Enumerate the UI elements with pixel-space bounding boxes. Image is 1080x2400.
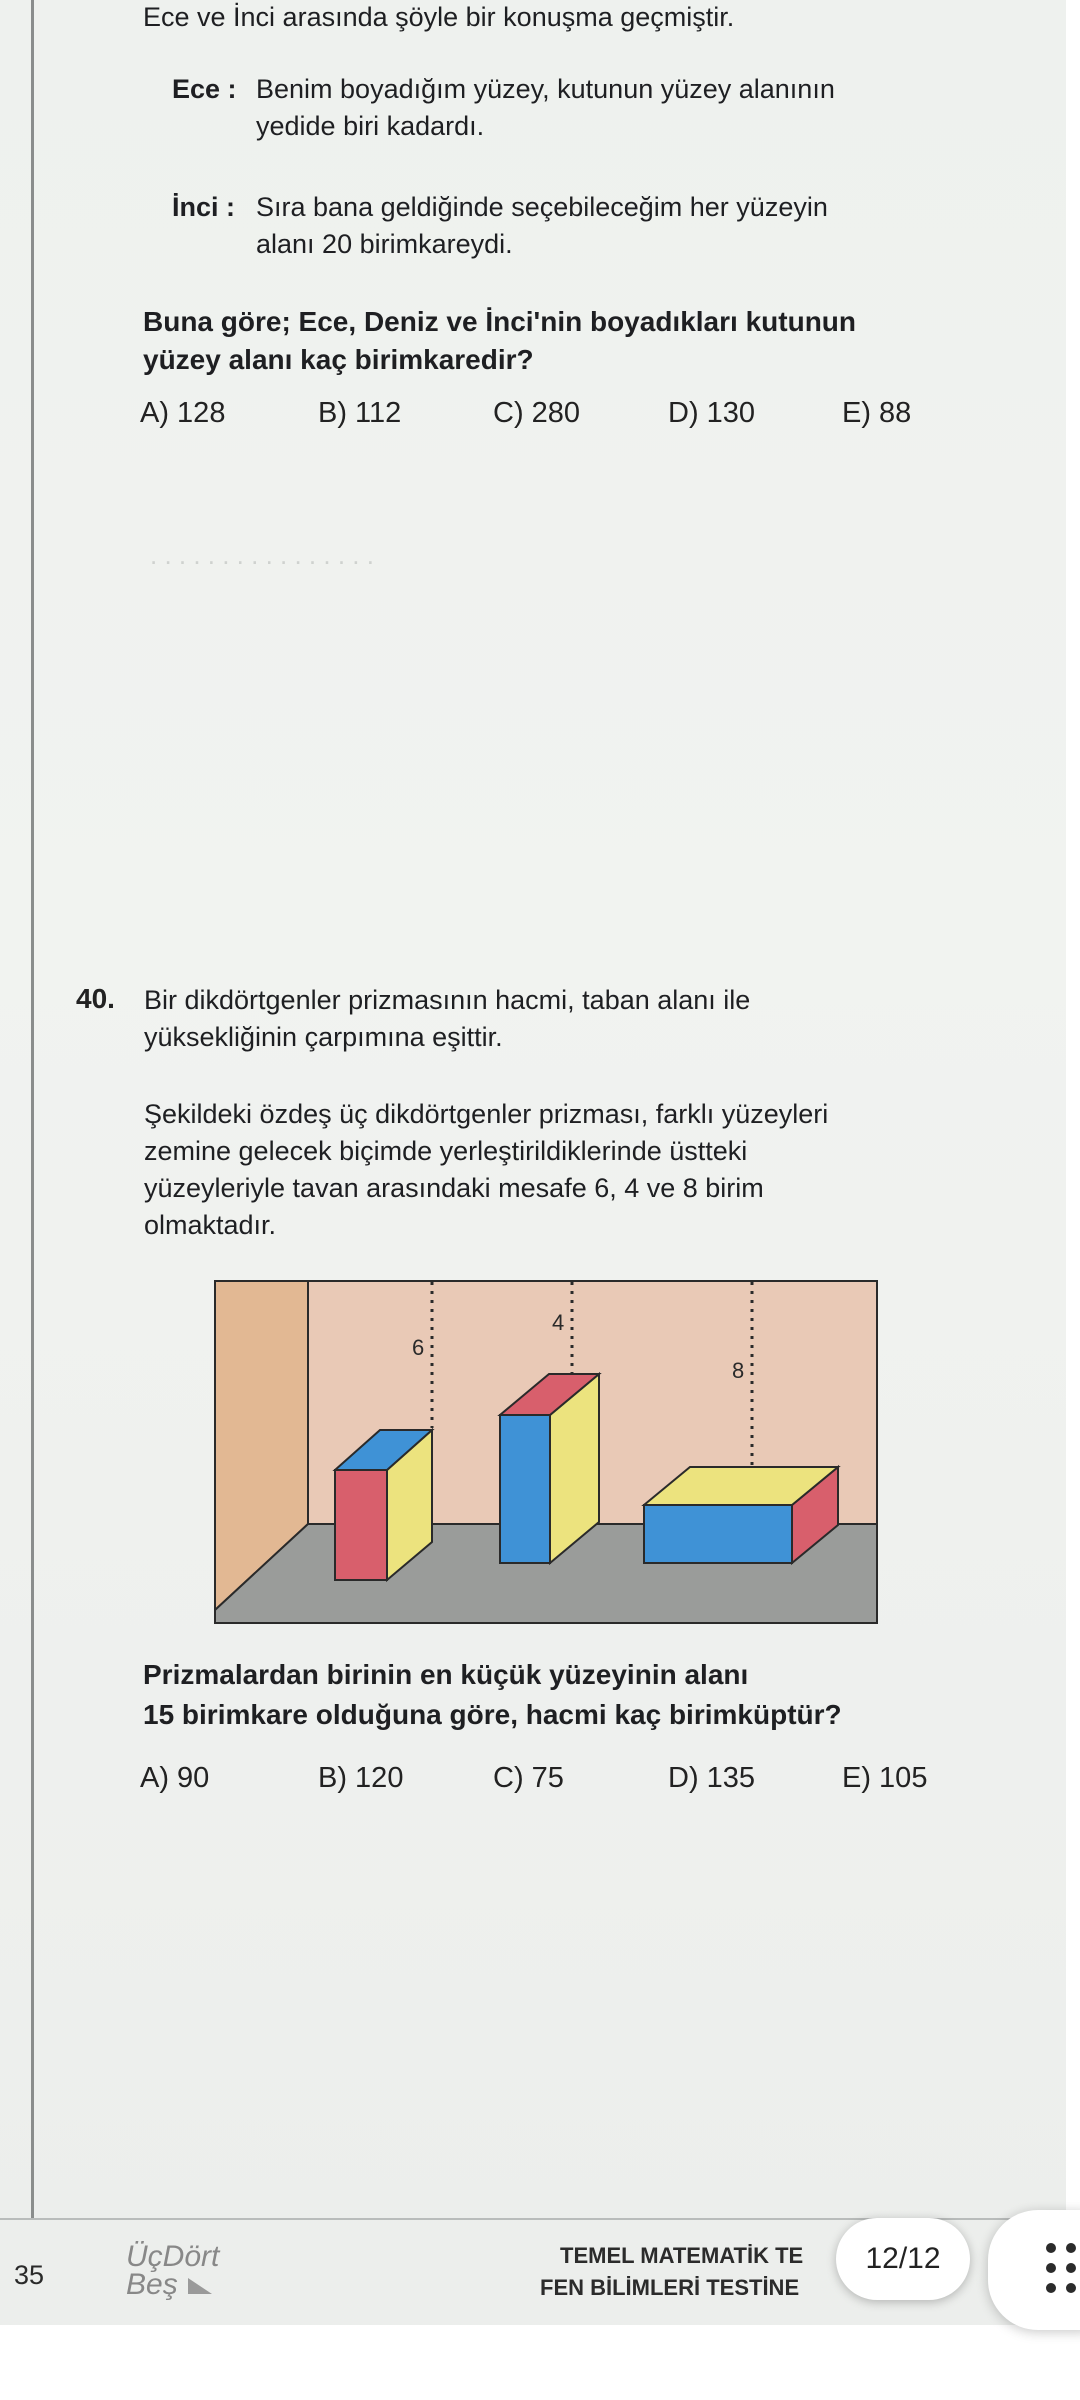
dialogue-speaker-ece: Ece : <box>172 74 237 104</box>
q40-paragraph: zemine gelecek biçimde yerleştirildiklerinde üstteki <box>144 1136 748 1166</box>
q40-intro: yüksekliğinin çarpımına eşittir. <box>144 1022 503 1052</box>
q40-paragraph: olmaktadır. <box>144 1210 277 1240</box>
logo-line: ÜçDört <box>126 2240 220 2273</box>
dialogue-line: yedide biri kadardı. <box>256 111 485 141</box>
footer-title: TEMEL MATEMATİK TE <box>560 2243 804 2268</box>
footer-title: FEN BİLİMLERİ TESTİNE <box>540 2275 800 2300</box>
q40-choice-c[interactable]: C) 75 <box>493 1762 564 1794</box>
prisms-figure <box>214 1280 878 1624</box>
distance-label-6: 6 <box>412 1335 425 1360</box>
bleed-through-text: . . . . . . . . . . . . . . . . <box>150 540 374 570</box>
prism-2-front <box>500 1415 550 1563</box>
q40-paragraph: yüzeyleriyle tavan arasındaki mesafe 6, 4 ve 8 birim <box>144 1173 764 1203</box>
dialogue-line: alanı 20 birimkareydi. <box>256 229 513 259</box>
dialogue-line: Benim boyadığım yüzey, kutunun yüzey alanının <box>256 74 835 104</box>
q39-choice-d[interactable]: D) 130 <box>668 397 756 429</box>
distance-label-4: 4 <box>552 1310 565 1335</box>
q40-choice-e[interactable]: E) 105 <box>842 1762 928 1794</box>
q40-paragraph: Şekildeki özdeş üç dikdörtgenler prizması, farklı yüzeyleri <box>144 1099 829 1129</box>
q39-question: yüzey alanı kaç birimkaredir? <box>143 344 534 375</box>
q39-question: Buna göre; Ece, Deniz ve İnci'nin boyadıkları kutunun <box>143 306 857 337</box>
q40-choice-a[interactable]: A) 90 <box>140 1762 210 1794</box>
dialogue-line: Sıra bana geldiğinde seçebileceğim her yüzeyin <box>256 192 828 222</box>
q40-choice-b[interactable]: B) 120 <box>318 1762 404 1794</box>
menu-button[interactable] <box>988 2210 1080 2330</box>
logo-line: Beş <box>126 2268 178 2301</box>
page-indicator[interactable]: 12/12 <box>836 2218 970 2300</box>
prism-1-front <box>335 1470 387 1580</box>
q39-choice-e[interactable]: E) 88 <box>842 397 912 429</box>
dialogue-speaker-inci: İnci : <box>172 192 236 222</box>
q40-number: 40. <box>76 983 115 1014</box>
q39-choice-a[interactable]: A) 128 <box>140 397 226 429</box>
context-line: Ece ve İnci arasında şöyle bir konuşma geçmiştir. <box>143 2 735 32</box>
q40-question: 15 birimkare olduğuna göre, hacmi kaç birimküptür? <box>143 1699 842 1730</box>
q40-intro: Bir dikdörtgenler prizmasının hacmi, taban alanı ile <box>144 985 751 1015</box>
q40-question: Prizmalardan birinin en küçük yüzeyinin alanı <box>143 1659 749 1690</box>
publisher-logo <box>126 2240 220 2301</box>
photo-edge <box>1066 0 1080 2325</box>
q39-choice-b[interactable]: B) 112 <box>318 397 402 429</box>
q40-choice-d[interactable]: D) 135 <box>668 1762 756 1794</box>
q39-choice-c[interactable]: C) 280 <box>493 397 581 429</box>
margin-line <box>31 0 34 2220</box>
distance-label-8: 8 <box>732 1358 745 1383</box>
page-number: 35 <box>14 2260 45 2290</box>
triangle-icon <box>186 2276 214 2296</box>
prism-3-front <box>644 1505 792 1563</box>
